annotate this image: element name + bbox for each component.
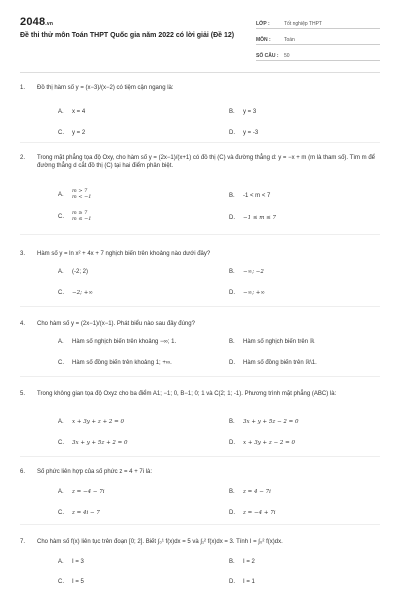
option-d[interactable]: [229, 509, 389, 517]
option-b[interactable]: [229, 338, 389, 346]
option-label: D.: [229, 290, 235, 296]
option-text: z = 4i − 7: [72, 510, 100, 516]
option-b[interactable]: [229, 192, 389, 200]
option-b[interactable]: [229, 108, 389, 116]
option-text: I = 5: [72, 579, 84, 585]
option-label: D.: [229, 215, 235, 221]
option-text: x + 3y + z + 2 = 0: [72, 419, 125, 425]
option-label: B.: [229, 339, 235, 345]
option-a[interactable]: [58, 268, 218, 276]
option-text: −1 ≤ m ≤ 7: [243, 215, 277, 221]
option-text: I = 2: [243, 559, 255, 565]
exam-meta: [256, 16, 380, 64]
option-text: Hàm số nghịch biến trên khoảng −∞; 1.: [72, 339, 177, 345]
question-divider: [20, 524, 380, 525]
option-b[interactable]: [229, 268, 389, 276]
question-7: [20, 538, 380, 546]
question-number: 5.: [20, 391, 26, 397]
option-label: C.: [58, 213, 64, 220]
question-number: 4.: [20, 321, 26, 327]
option-label: A.: [58, 489, 64, 495]
option-b[interactable]: [229, 418, 389, 426]
option-text: y = -3: [243, 130, 259, 136]
meta-class: [256, 16, 380, 29]
option-c[interactable]: [58, 578, 218, 586]
option-label: A.: [58, 339, 64, 345]
option-text: z = 4 − 7i: [243, 489, 271, 495]
option-label: C.: [58, 510, 64, 516]
question-text: Cho hàm số y = (2x−1)/(x−1). Phát biểu nào sau đây đúng?: [37, 321, 195, 327]
option-d[interactable]: [229, 129, 389, 137]
option-text: Hàm số nghịch biến trên ℝ: [243, 339, 315, 345]
question-number: 6.: [20, 469, 26, 475]
option-label: D.: [229, 130, 235, 136]
option-text: −∞; +∞: [243, 290, 265, 296]
question-6: [20, 468, 380, 476]
option-c[interactable]: [58, 129, 218, 137]
option-label: C.: [58, 440, 64, 446]
option-label: B.: [229, 109, 235, 115]
option-d[interactable]: [229, 578, 389, 586]
option-line-1: m > 7: [72, 188, 88, 194]
option-b[interactable]: [229, 558, 389, 566]
option-label: D.: [229, 360, 235, 366]
option-label: B.: [229, 489, 235, 495]
site-logo[interactable]: [20, 16, 53, 28]
option-text: y = 3: [243, 109, 257, 115]
meta-key: SỐ CÂU :: [256, 53, 279, 59]
option-text: [72, 188, 91, 200]
option-label: B.: [229, 559, 235, 565]
meta-value: Toán: [284, 37, 295, 43]
option-c[interactable]: [58, 289, 218, 297]
question-number: 1.: [20, 85, 26, 91]
option-b[interactable]: [229, 488, 389, 496]
option-a[interactable]: [58, 418, 218, 426]
option-label: A.: [58, 419, 64, 425]
meta-value: 50: [284, 53, 290, 59]
option-label: D.: [229, 579, 235, 585]
question-text: Hàm số y = ln x² + 4x + 7 nghịch biến trên khoảng nào dưới đây?: [37, 251, 211, 257]
option-d[interactable]: [229, 289, 389, 297]
option-text: 3x + y + 5z − 2 = 0: [243, 419, 299, 425]
option-text: Hàm số đồng biến trên khoảng 1; +∞.: [72, 360, 172, 366]
option-text: 3x + y + 5z + 2 = 0: [72, 440, 128, 446]
logo-main: 2048: [20, 16, 46, 28]
option-label: A.: [58, 191, 64, 198]
option-c[interactable]: [58, 359, 218, 367]
option-text: x + 3y + z − 2 = 0: [243, 440, 296, 446]
option-label: D.: [229, 510, 235, 516]
option-label: C.: [58, 130, 64, 136]
option-label: A.: [58, 109, 64, 115]
logo-suffix: .vn: [45, 21, 54, 27]
option-text: I = 1: [243, 579, 255, 585]
option-d[interactable]: [229, 359, 389, 367]
question-1: [20, 84, 380, 92]
meta-subject: [256, 32, 380, 45]
meta-question-count: [256, 48, 380, 61]
question-divider: [20, 142, 380, 143]
question-4: [20, 320, 380, 328]
option-text: −∞; −2: [243, 269, 264, 275]
option-text: -1 < m < 7: [243, 193, 271, 199]
option-a[interactable]: [58, 188, 218, 200]
option-text: z = −4 + 7i: [243, 510, 276, 516]
question-divider: [20, 234, 380, 235]
option-a[interactable]: [58, 338, 218, 346]
question-divider: [20, 456, 380, 457]
option-text: Hàm số đồng biến trên ℝ\1.: [243, 360, 317, 366]
option-line-2: m ≤ −1: [72, 216, 92, 222]
meta-key: MÔN :: [256, 37, 271, 43]
document-title: Đề thi thử môn Toán THPT Quốc gia năm 2022 có lời giải (Đề 12): [20, 32, 235, 39]
option-a[interactable]: [58, 108, 218, 116]
option-label: B.: [229, 269, 235, 275]
option-line-1: m ≥ 7: [72, 210, 88, 216]
option-text: y = 2: [72, 130, 86, 136]
question-number: 7.: [20, 539, 26, 545]
option-text: x = 4: [72, 109, 86, 115]
header-divider: [20, 72, 380, 73]
option-d[interactable]: [229, 214, 389, 222]
option-a[interactable]: [58, 558, 218, 566]
option-label: C.: [58, 360, 64, 366]
meta-key: LỚP :: [256, 21, 270, 27]
option-text: [72, 210, 91, 222]
question-text: Trong mặt phẳng tọa độ Oxy, cho hàm số y = (2x−1)/(x+1) có đồ thị (C) và đường thẳng d: y = −x + m (m là tham số). Tìm m để đường thẳng d cắt đồ thị (C) tại hai điểm phân biệt.: [37, 155, 375, 169]
question-divider: [20, 376, 380, 377]
meta-value: Tốt nghiệp THPT: [284, 21, 322, 27]
option-a[interactable]: [58, 488, 218, 496]
option-c[interactable]: [58, 509, 218, 517]
question-5: [20, 390, 380, 398]
question-number: 2.: [20, 155, 26, 161]
question-divider: [20, 306, 380, 307]
option-text: −2; +∞: [72, 290, 93, 296]
option-label: C.: [58, 290, 64, 296]
question-2: [20, 154, 380, 170]
option-line-2: m < −1: [72, 194, 92, 200]
question-3: [20, 250, 380, 258]
question-number: 3.: [20, 251, 26, 257]
option-text: z = −4 − 7i: [72, 489, 105, 495]
option-label: B.: [229, 193, 235, 199]
option-c[interactable]: [58, 210, 218, 222]
option-c[interactable]: [58, 439, 218, 447]
page-header: [20, 16, 380, 60]
option-label: D.: [229, 440, 235, 446]
question-text: Cho hàm số f(x) liên tục trên đoạn [0; 2]. Biết ∫₀¹ f(x)dx = 5 và ∫₁² f(x)dx = 3. Tính I = ∫₀² f(x)dx.: [37, 539, 283, 545]
question-text: Đồ thị hàm số y = (x−3)/(x−2) có tiệm cận ngang là:: [37, 85, 174, 91]
question-text: Số phức liên hợp của số phức z = 4 + 7i là:: [37, 469, 153, 475]
option-d[interactable]: [229, 439, 389, 447]
option-label: A.: [58, 269, 64, 275]
option-text: I = 3: [72, 559, 84, 565]
option-label: A.: [58, 559, 64, 565]
option-label: B.: [229, 419, 235, 425]
question-text: Trong không gian tọa độ Oxyz cho ba điểm A1; −1; 0, B−1; 0; 1 và C(2; 1; -1). Phương trình mặt phẳng (ABC) là:: [37, 391, 337, 397]
option-text: (-2; 2): [72, 269, 89, 275]
option-label: C.: [58, 579, 64, 585]
